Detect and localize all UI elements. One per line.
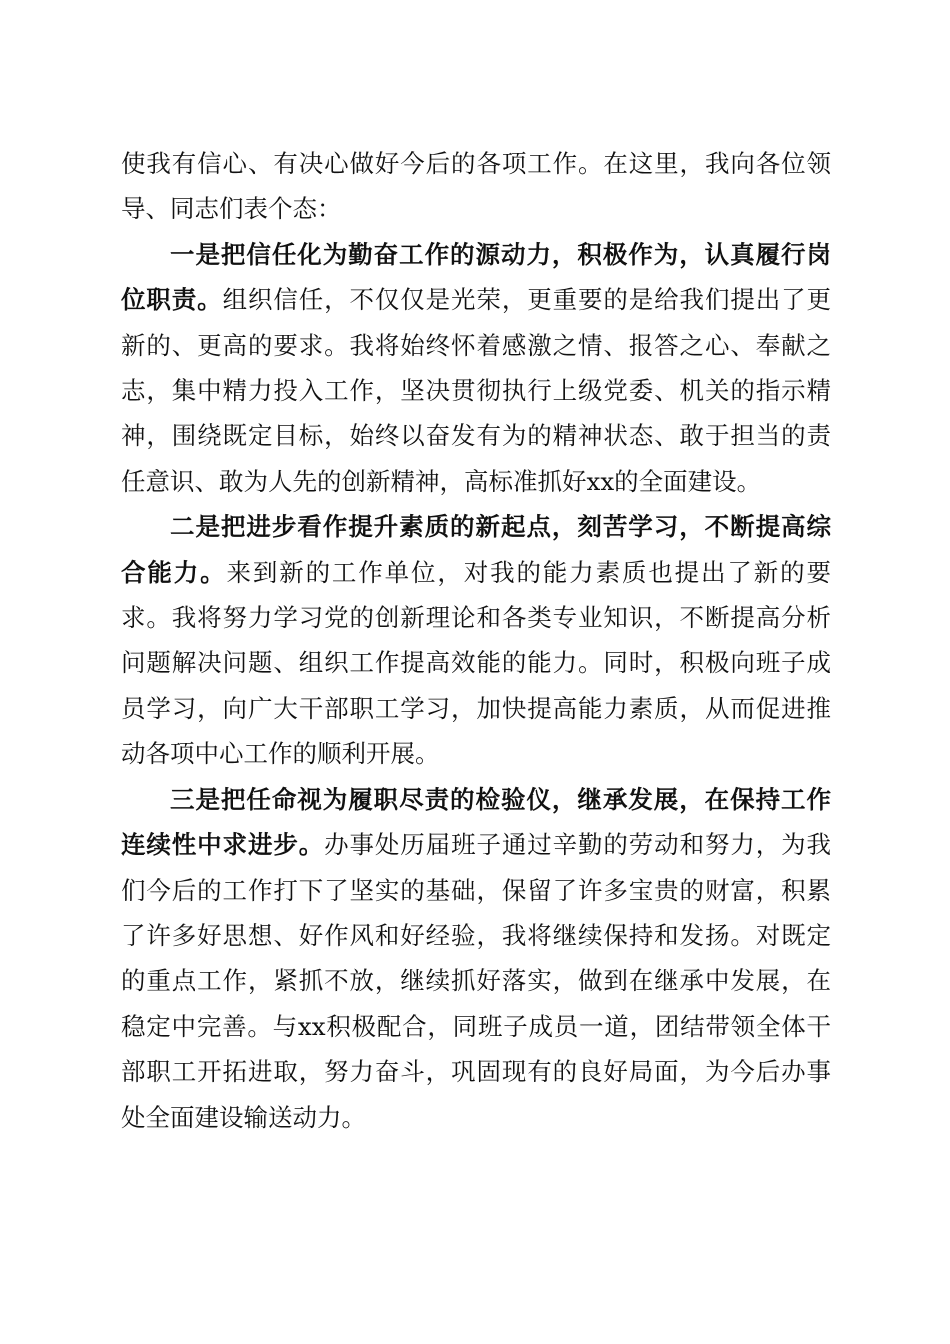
paragraph-text: 来到新的工作单位，对我的能力素质也提出了新的要求。我将努力学习党的创新理论和各类专业知识，不断提高分析问题解决问题、组织工作提高效能的能力。同时，积极向班子成员学习，向广大干部职工学习，加快提高能力素质，从而促进推动各项中心工作的顺利开展。 — [121, 557, 832, 769]
paragraph-text: 使我有信心、有决心做好今后的各项工作。在这里，我向各位领导、同志们表个态： — [121, 149, 831, 224]
paragraph-text: 办事处历届班子通过辛勤的劳动和努力，为我们今后的工作打下了坚实的基础，保留了许多宝贵的财富，积累了许多好思想、好作风和好经验，我将继续保持和发扬。对既定的重点工作，紧抓不放，继续抓好落实，做到在继承中发展，在稳定中完善。与xx积极配合，同班子成员一道，团结带领全体干部职工开拓进取，努力奋斗，巩固现有的良好局面，为今后办事处全面建设输送动力。 — [121, 830, 832, 1132]
paragraph-lead: 二是把进步看作提升素质的新起点，刻苦学习，不断提高综合能力。 — [121, 512, 831, 587]
paragraph-lead: 一是把信任化为勤奋工作的源动力，积极作为，认真履行岗位职责。 — [121, 239, 831, 315]
paragraph-point-three — [121, 777, 831, 1140]
paragraph-point-one — [121, 232, 831, 504]
paragraph-continuation — [121, 141, 831, 232]
paragraph-lead: 三是把任命视为履职尽责的检验仪，继承发展，在保持工作连续性中求进步。 — [121, 784, 831, 860]
paragraph-text: 组织信任，不仅仅是光荣，更重要的是给我们提出了更新的、更高的要求。我将始终怀着感激之情、报答之心、奉献之志，集中精力投入工作，坚决贯彻执行上级党委、机关的指示精神，围绕既定目标，始终以奋发有为的精神状态、敢于担当的责任意识、敢为人先的创新精神，高标准抓好xx的全面建设。 — [121, 285, 832, 496]
paragraph-point-two — [121, 504, 831, 776]
document-body — [121, 141, 831, 1140]
